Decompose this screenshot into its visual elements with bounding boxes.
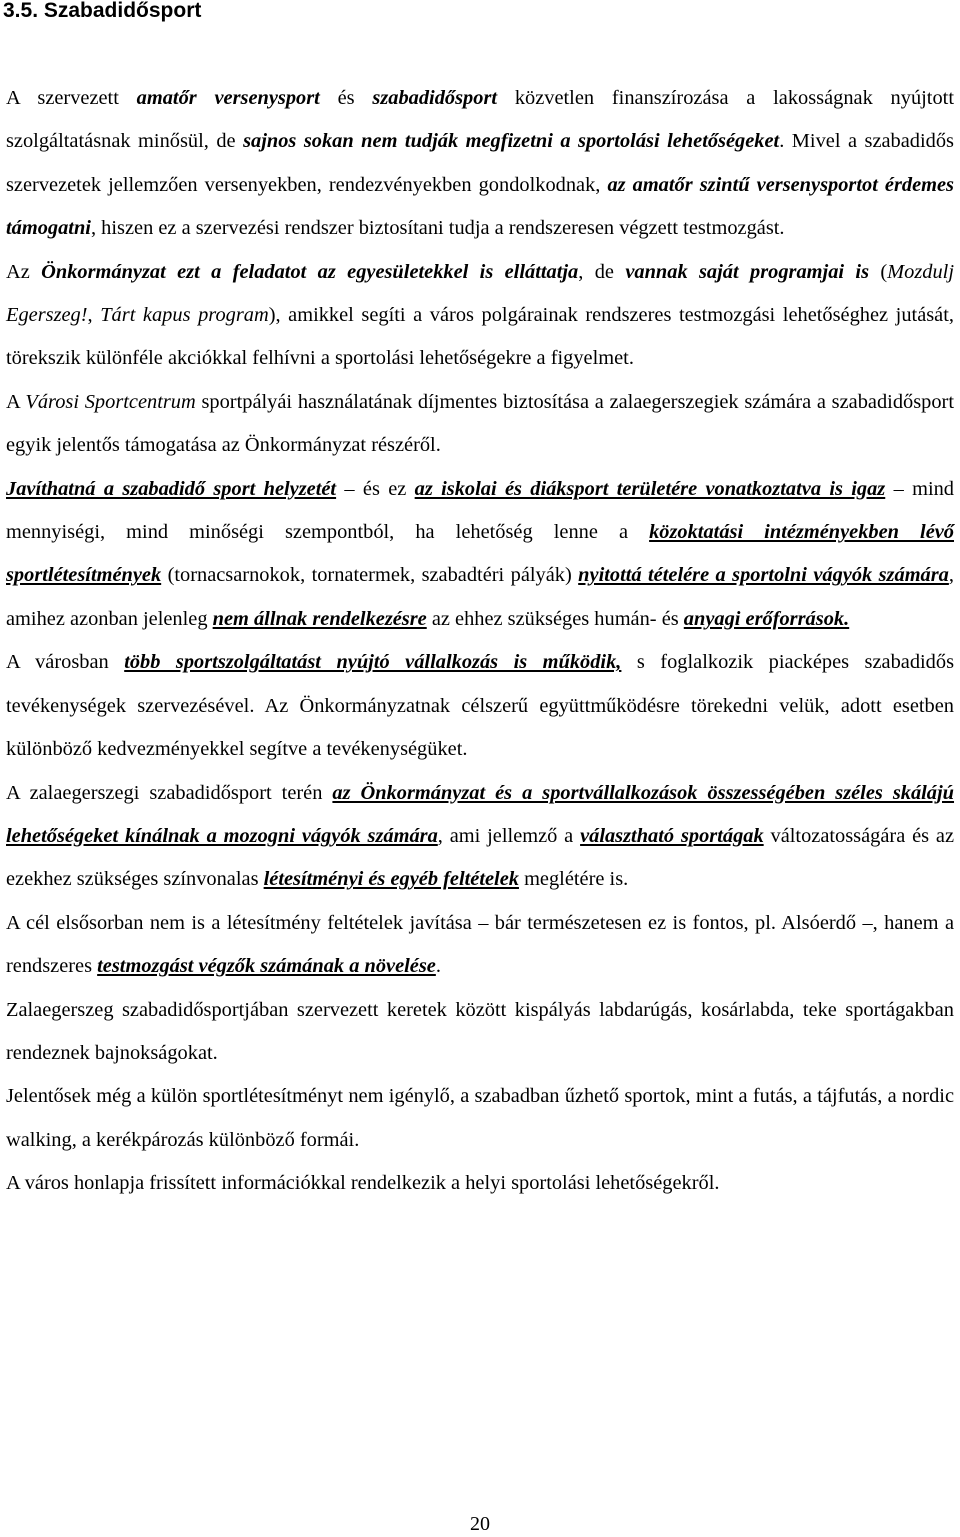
text-run: A városban [6,651,125,674]
paragraph [6,902,954,989]
emphasis-run: Városi Sportcentrum [25,390,196,413]
emphasis-run: Javíthatná a szabadidő sport helyzetét [6,477,337,500]
emphasis-run: nyitottá tételére a sportolni vágyók számára [578,564,949,587]
document-body [6,77,954,1206]
emphasis-run: testmozgást végzők számának a növelése [97,955,436,978]
text-run: – és ez [336,477,415,500]
text-run: . Mivel a szabadidős szervezetek jellemzően versenyekben, rendezvényekben gondolkodnak, [6,130,954,196]
paragraph [6,77,954,251]
page-number: 20 [470,1513,490,1535]
emphasis-run: az amatőr szintű versenysportot érdemes támogatni [6,173,954,240]
text-run: A zalaegerszegi szabadidősport terén [6,781,333,804]
emphasis-run: amatőr versenysport [136,87,320,109]
emphasis-run: az Önkormányzat és a sportvállalkozások összességében széles skálájú lehetőségeket kínálnak a mozogni vágyók számára [6,781,955,847]
paragraph [6,1075,954,1162]
text-run: A szervezett [6,87,137,109]
text-run: s foglalkozik piacképes szabadidős tevékenységek szervezésével. Az Önkormányzatnak célszerű együttműködésre törekedni velük, adott esetben különböző kedvezményekkel segítve a tevékenységüket. [6,651,955,761]
text-run: , ami jellemző a [437,824,581,847]
paragraph [6,381,954,468]
text-run: A [6,390,26,413]
text-run: és [319,87,373,109]
paragraph [6,772,954,902]
text-run: közvetlen finanszírozása a lakosságnak nyújtott szolgáltatásnak minősül, de [6,87,954,153]
text-run: változatosságára és az ezekhez szükséges színvonalas [6,824,955,891]
paragraph [6,251,954,381]
text-run: , hiszen ez a szervezési rendszer biztosítani tudja a rendszeresen végzett testmozgást. [90,217,785,240]
emphasis-run: Mozdulj Egerszeg! [6,260,955,327]
emphasis-run: az iskolai és diáksport területére vonatkoztatva is igaz [414,477,886,500]
emphasis-run: sajnos sokan nem tudják megfizetni a sportolási lehetőségeket [243,130,780,153]
emphasis-run: nem állnak rendelkezésre [212,607,427,630]
text-run: A cél elsősorban nem is a létesítmény feltételek javítása – bár természetesen ez is fontos, pl. Alsóerdő –, hanem a rendszeres [6,911,954,978]
text-run: A város honlapja frissített információkkal rendelkezik a helyi sportolási lehetőségekről. [6,1172,720,1195]
text-run: , de [578,260,626,283]
emphasis-run: Tárt kapus program [100,304,269,327]
paragraph [6,641,954,771]
paragraph [6,989,954,1076]
text-run: meglétére is. [518,868,629,891]
text-run: Zalaegerszeg szabadidősportjában szervezett keretek között kispályás labdarúgás, kosárlabda, teke sportágakban rendeznek bajnokságokat. [6,998,954,1064]
text-run: , [87,304,101,327]
emphasis-run: létesítményi és egyéb feltételek [263,868,519,891]
emphasis-run: több sportszolgáltatást nyújtó vállalkozás is működik, [124,651,622,674]
text-run: (tornacsarnokok, tornatermek, szabadtéri pályák) [161,564,579,587]
emphasis-run: szabadidősport [372,87,498,109]
text-run: Jelentősek még a külön sportlétesítményt nem igénylő, a szabadban űzhető sportok, mint a futás, a tájfutás, a nordic walking, a kerékpározás különböző formái. [6,1085,954,1151]
paragraph [6,468,954,642]
text-run: ( [869,260,888,283]
text-run: sportpályái használatának díjmentes biztosítása a zalaegerszegiek számára a szabadidősport egyik jelentős támogatása az Önkormányzat részéről. [6,390,954,457]
emphasis-run: Önkormányzat ezt a feladatot az egyesületekkel is elláttatja [41,260,579,283]
paragraph [6,1162,954,1205]
text-run: Az [6,260,42,283]
text-run: , amihez azonban jelenleg [6,564,954,630]
section-heading: 3.5. Szabadidősport [3,0,202,22]
text-run: . [435,955,441,978]
emphasis-run: vannak saját programjai is [625,260,870,283]
emphasis-run: közoktatási intézményekben lévő sportlétesítmények [6,521,954,587]
emphasis-run: anyagi erőforrások. [683,607,850,630]
emphasis-run: választható sportágak [580,824,764,847]
text-run: ), amikkel segíti a város polgárainak rendszeres testmozgási lehetőséghez jutását, törekszik különféle akciókkal felhívni a sportolási lehetőségekre a figyelmet. [6,304,954,370]
text-run: az ehhez szükséges humán- és [426,607,684,630]
text-run: – mind mennyiségi, mind minőségi szempontból, ha lehetőség lenne a [6,477,954,544]
